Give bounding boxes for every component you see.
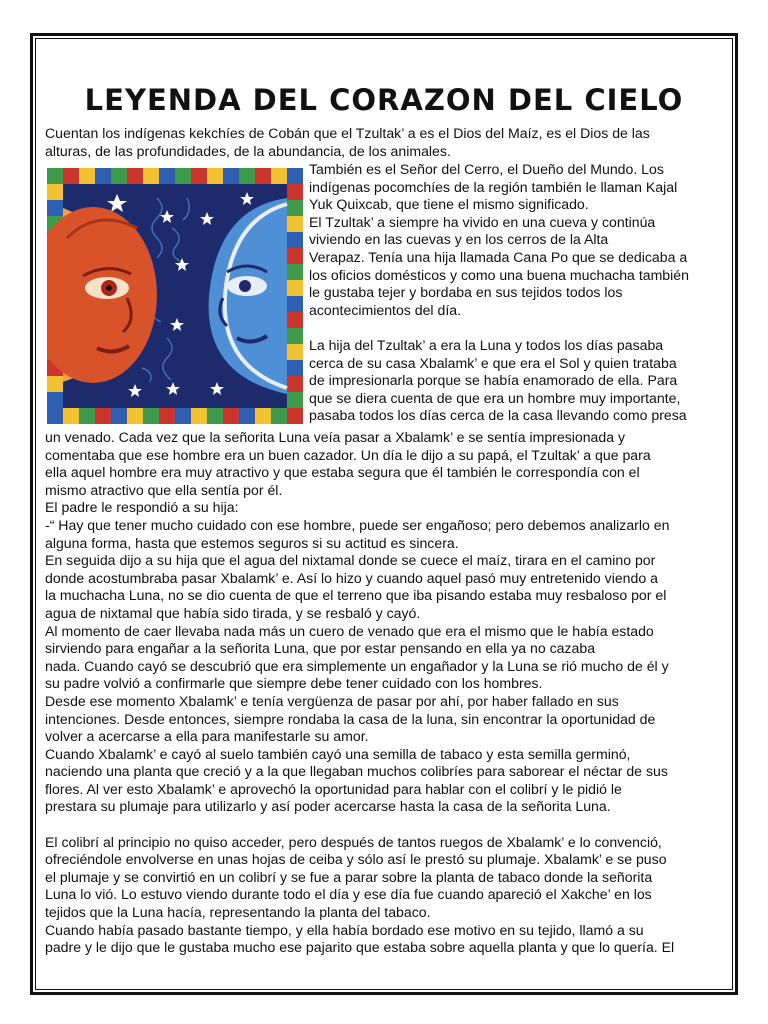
text-line: Verapaz. Tenía una hija llamada Cana Po que se dedicaba a [309, 248, 688, 265]
text-line: Desde ese momento Xbalamk’ e tenía vergüenza de pasar por ahí, por haber fallado en sus [45, 692, 619, 709]
text-line: alguna forma, hasta que estemos seguros si su actitud es sincera. [45, 534, 459, 551]
text-line: ella aquel hombre era muy atractivo y que estaba segura que él también le correspondía con el [45, 464, 640, 481]
text-line: Al momento de caer llevaba nada más un cuero de venado que era el mismo que le había estado [45, 622, 654, 639]
text-line: alturas, de las profundidades, de la abundancia, de los animales. [45, 142, 451, 159]
text-line: prestara su plumaje para utilizarlo y así poder acercarse hasta la casa de la señorita Luna. [45, 798, 611, 815]
text-line: Cuentan los indígenas kekchíes de Cobán que el Tzultak’ a es el Dios del Maíz, es el Dios de las [45, 125, 650, 141]
text-line: sirviendo para engañar a la señorita Luna, que por estar pensando en ella ya no cazaba [45, 640, 596, 657]
text-line: El padre le respondió a su hija: [45, 499, 239, 516]
text-line: padre y le dijo que le gustaba mucho ese pajarito que estaba sobre aquella planta y que lo quería. El [45, 939, 675, 956]
page-title: LEYENDA DEL CORAZON DEL CIELO [84, 83, 684, 118]
text-line: indígenas pocomchíes de la región también le llaman Kajal [309, 178, 678, 195]
text-line: El colibrí al principio no quiso acceder, pero después de tantos ruegos de Xbalamk’ e lo convenció, [45, 833, 662, 850]
text-line: El Tzultak’ a siempre ha vivido en una cueva y continúa [309, 213, 656, 230]
text-line: viviendo en las cuevas y en los cerros de la Alta [309, 231, 609, 248]
text-line: un venado. Cada vez que la señorita Luna veía pasar a Xbalamk’ e se sentía impresionada y [45, 429, 626, 445]
text-line: nada. Cuando cayó se descubrió que era simplemente un engañador y la Luna se rió mucho de él y [45, 657, 669, 674]
body-text [45, 429, 674, 957]
text-line: su padre volvió a confirmarle que siempre debe tener cuidado con los hombres. [45, 675, 543, 692]
text-line [45, 816, 674, 834]
text-line: tejidos que la Luna hacía, representando la planta del tabaco. [45, 904, 431, 921]
text-line: naciendo una planta que creció y a la que llegaban muchos colibríes para saborear el néctar de sus [45, 763, 668, 780]
text-line: cerca de su casa Xbalamk’ e que era el Sol y quien trataba [309, 354, 677, 371]
text-line: comentaba que ese hombre era un buen cazador. Un día le dijo a su papá, el Tzultak’ a que para [45, 446, 651, 463]
text-line: intenciones. Desde entonces, siempre rondaba la casa de la luna, sin encontrar la oportunidad de [45, 710, 656, 727]
paragraph-beside-image [309, 161, 689, 425]
text-line: La hija del Tzultak’ a era la Luna y todos los días pasaba [309, 336, 664, 353]
text-line: volver a acercarse a ella para manifestarle su amor. [45, 728, 369, 745]
text-line: Cuando había pasado bastante tiempo, y ella había bordado ese motivo en su tejido, llamó a su [45, 921, 644, 938]
text-line: agua de nixtamal que había sido tirada, y se resbaló y cayó. [45, 604, 421, 621]
text-line: los oficios domésticos y como una buena muchacha también [309, 266, 689, 283]
text-line: Luna lo vió. Lo estuvo viendo durante todo el día y ese día fue cuando apareció el Xakche’ en los [45, 886, 652, 903]
text-line: flores. Al ver esto Xbalamk’ e aprovechó la oportunidad para hablar con el colibrí y le pidió le [45, 780, 622, 797]
text-line: -“ Hay que tener mucho cuidado con ese hombre, puede ser engañoso; pero debemos analizarlo en [45, 516, 670, 533]
text-line: También es el Señor del Cerro, el Dueño del Mundo. Los [309, 161, 664, 177]
text-line: En seguida dijo a su hija que el agua del nixtamal donde se cuece el maíz, tirara en el camino por [45, 552, 656, 569]
text-line: Yuk Quixcab, que tiene el mismo significado. [309, 196, 589, 213]
text-line: acontecimientos del día. [309, 301, 461, 318]
text-line: de impresionarla porque se había enamorado de ella. Para [309, 372, 678, 389]
text-line: que se diera cuenta de que era un hombre muy importante, [309, 389, 681, 406]
sun-moon-illustration [47, 168, 303, 424]
intro-paragraph [45, 125, 650, 160]
text-line: ofreciéndole envolverse en unas hojas de ceiba y sólo así le prestó su plumaje. Xbalamk’ e se puso [45, 851, 667, 868]
text-line: donde acostumbraba pasar Xbalamk’ e. Así lo hizo y cuando aquel pasó muy entretenido viendo a [45, 569, 658, 586]
text-line: le gustaba tejer y bordaba en sus tejidos todos los [309, 284, 623, 301]
text-line: pasaba todos los días cerca de la casa llevando como presa [309, 407, 687, 424]
text-line: mismo atractivo que ella sentía por él. [45, 481, 283, 498]
text-line: Cuando Xbalamk’ e cayó al suelo también cayó una semilla de tabaco y esta semilla germinó, [45, 745, 631, 762]
text-line: la muchacha Luna, no se dio cuenta de que el terreno que iba pisando estaba muy resbaloso por el [45, 587, 667, 604]
text-line [309, 319, 689, 337]
text-line: el plumaje y se convirtió en un colibrí y se fue a parar sobre la planta de tabaco donde la señorita [45, 868, 653, 885]
